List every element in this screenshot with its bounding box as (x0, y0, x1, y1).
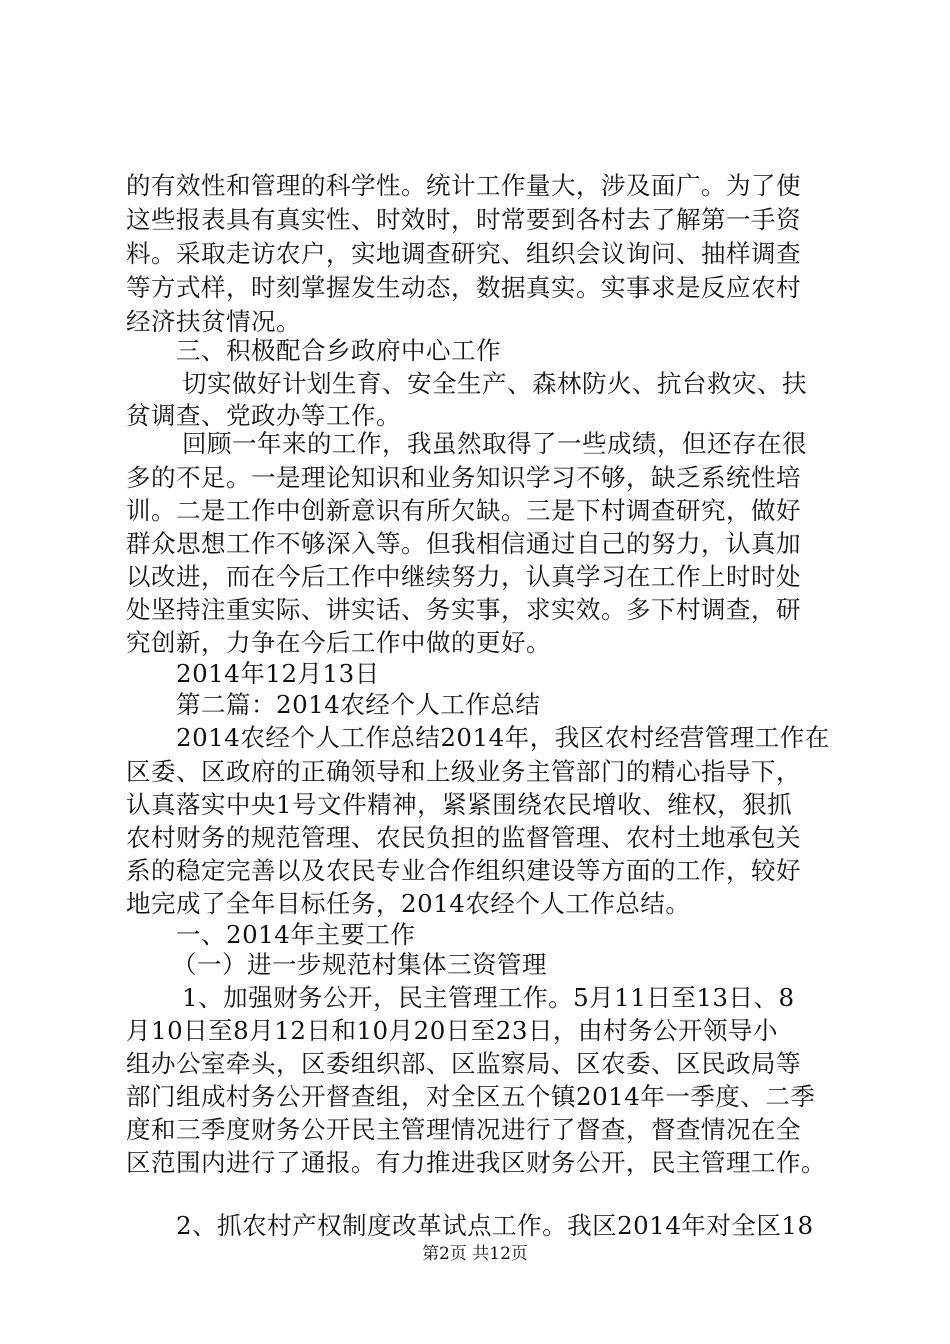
section-heading: 三、积极配合乡政府中心工作 (176, 336, 501, 365)
subsection-heading: （一）进一步规范村集体三资管理 (172, 950, 547, 979)
paragraph-line: 以改进，而在今后工作中继续努力，认真学习在工作上时时处 (126, 562, 801, 591)
page-number-footer: 第2页 共12页 (422, 1244, 528, 1264)
paragraph-line: 训。二是工作中创新意识有所欠缺。三是下村调查研究，做好 (126, 496, 801, 525)
paragraph-line: 农村财务的规范管理、农民负担的监督管理、农村土地承包关 (126, 823, 801, 852)
paragraph-line: 处坚持注重实际、讲实话、务实事，求实效。多下村调查，研 (126, 595, 801, 624)
paragraph-line: 这些报表具有真实性、时效时，时常要到各村去了解第一手资 (126, 205, 801, 234)
date-line: 2014年12月13日 (176, 659, 380, 688)
paragraph-line: 区范围内进行了通报。有力推进我区财务公开，民主管理工作。 (126, 1148, 826, 1177)
paragraph-line: 切实做好计划生育、安全生产、森林防火、抗台救灾、扶 (182, 369, 807, 398)
paragraph-line: 2、抓农村产权制度改革试点工作。我区2014年对全区18 (176, 1211, 814, 1240)
paragraph-line: 究创新，力争在今后工作中做的更好。 (126, 628, 551, 657)
section-heading: 一、2014年主要工作 (176, 920, 416, 949)
paragraph-line: 系的稳定完善以及农民专业合作组织建设等方面的工作，较好 (126, 856, 801, 885)
paragraph-line: 地完成了全年目标任务，2014农经个人工作总结。 (126, 889, 691, 918)
paragraph-line: 贫调查、党政办等工作。 (126, 401, 401, 430)
paragraph-line: 组办公室牵头，区委组织部、区监察局、区农委、区民政局等 (126, 1049, 801, 1078)
paragraph-line: 多的不足。一是理论知识和业务知识学习不够，缺乏系统性培 (126, 463, 801, 492)
paragraph-line: 回顾一年来的工作，我虽然取得了一些成绩，但还存在很 (182, 429, 807, 458)
paragraph-line: 经济扶贫情况。 (126, 307, 301, 336)
paragraph-line: 的有效性和管理的科学性。统计工作量大，涉及面广。为了使 (126, 171, 801, 200)
paragraph-line: 认真落实中央1号文件精神，紧紧围绕农民增收、维权，狠抓 (126, 790, 793, 819)
paragraph-line: 月10日至8月12日和10月20日至23日，由村务公开领导小 (126, 1016, 778, 1045)
paragraph-line: 1、加强财务公开，民主管理工作。5月11日至13日、8 (182, 983, 795, 1012)
paragraph-line: 部门组成村务公开督查组，对全区五个镇2014年一季度、二季 (126, 1082, 816, 1111)
paragraph-line: 度和三季度财务公开民主管理情况进行了督查，督查情况在全 (126, 1115, 801, 1144)
paragraph-line: 2014农经个人工作总结2014年，我区农村经营管理工作在 (176, 723, 830, 752)
paragraph-line: 区委、区政府的正确领导和上级业务主管部门的精心指导下， (126, 757, 801, 786)
section-heading: 第二篇：2014农经个人工作总结 (176, 690, 541, 719)
paragraph-line: 等方式样，时刻掌握发生动态，数据真实。实事求是反应农村 (126, 273, 801, 302)
paragraph-line: 群众思想工作不够深入等。但我相信通过自己的努力，认真加 (126, 529, 801, 558)
paragraph-line: 料。采取走访农户，实地调查研究、组织会议询问、抽样调查 (126, 239, 801, 268)
